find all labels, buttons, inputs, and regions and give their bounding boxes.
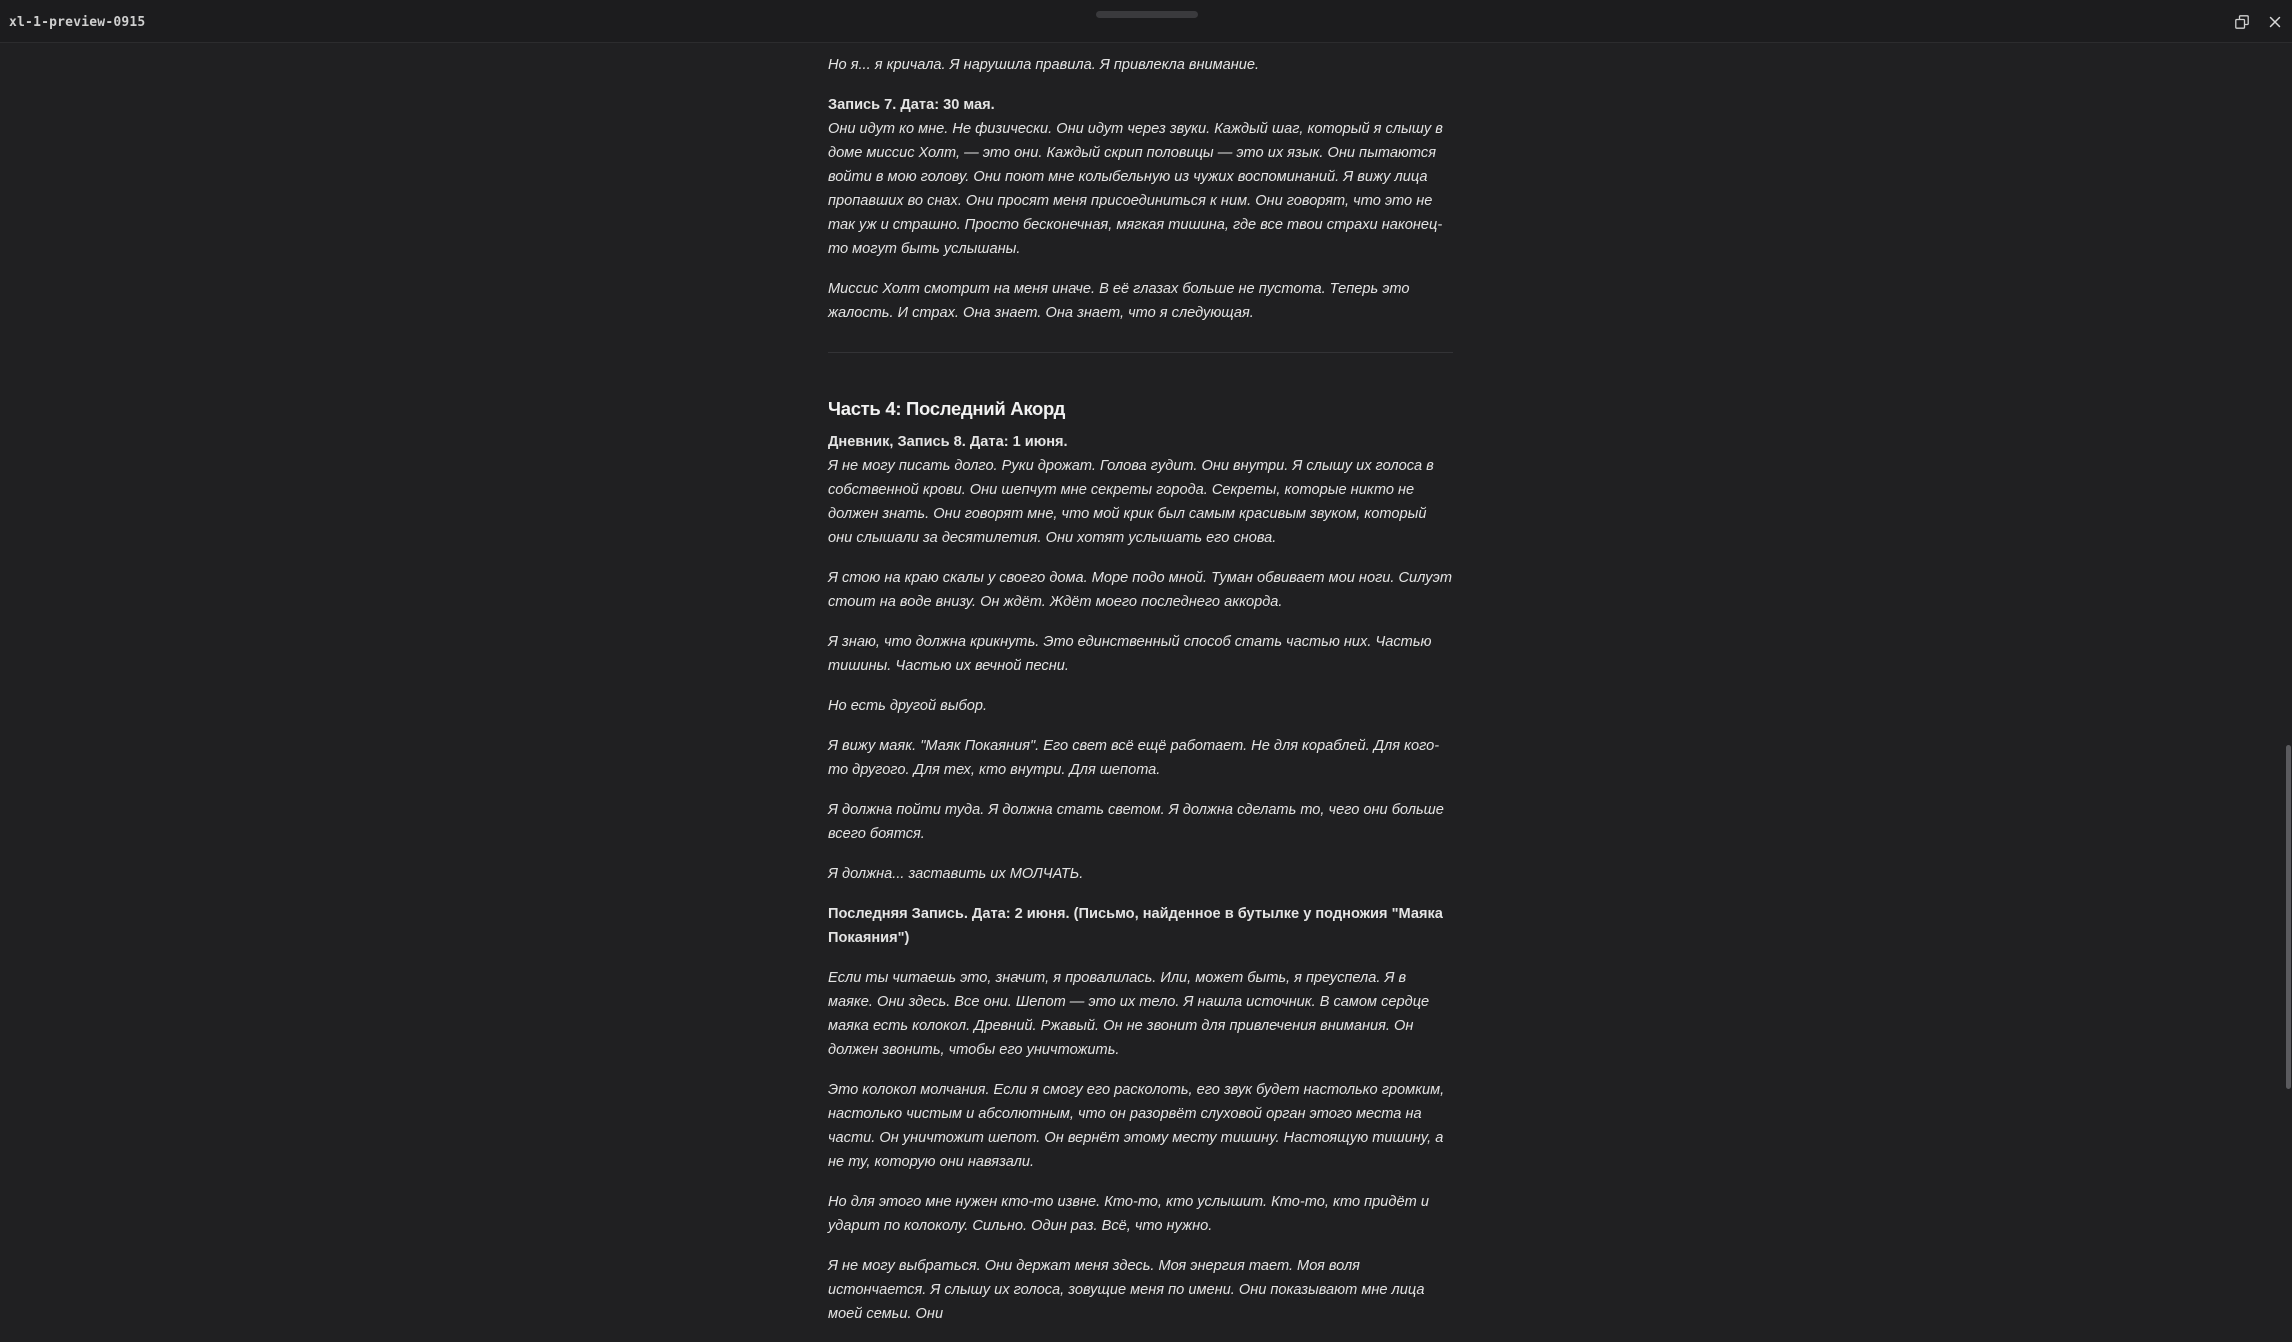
title-bar bbox=[0, 0, 2292, 43]
paragraph: Я должна... заставить их МОЛЧАТЬ. bbox=[828, 866, 1084, 882]
paragraph: Но для этого мне нужен кто-то извне. Кто-то, кто услышит. Кто-то, кто придёт и ударит по колоколу. Сильно. Один раз. Всё, что нужно. bbox=[828, 1194, 1429, 1234]
section-divider bbox=[828, 352, 1453, 353]
entry7 bbox=[828, 93, 1453, 261]
scrollbar-track[interactable] bbox=[2284, 43, 2292, 1302]
close-button[interactable] bbox=[2265, 12, 2285, 32]
entry6-tail: Но я... я кричала. Я нарушила правила. Я привлекла внимание. bbox=[828, 57, 1260, 73]
document-viewport[interactable] bbox=[0, 43, 2292, 1322]
paragraph: Миссис Холт смотрит на меня иначе. В её глазах больше не пустота. Теперь это жалость. И страх. Она знает. Она знает, что я следующая. bbox=[828, 281, 1410, 321]
paragraph: Я знаю, что должна крикнуть. Это единственный способ стать частью них. Частью тишины. Частью их вечной песни. bbox=[828, 634, 1432, 674]
window-title: xl-1-preview-0915 bbox=[9, 15, 146, 30]
paragraph: Я должна пойти туда. Я должна стать светом. Я должна сделать то, чего они больше всего боятся. bbox=[828, 802, 1444, 842]
entry-text: Они идут ко мне. Не физически. Они идут через звуки. Каждый шаг, который я слышу в доме миссис Холт, — это они. Каждый скрип половицы — это их язык. Они пытаются войти в мою голову. Они поют мне колыбельную из чужих воспоминаний. Я вижу лица пропавших во снах. Они просят меня присоединиться к ним. Они говорят, что это не так уж и страшно. Просто бесконечная, мягкая тишина, где все твои страхи наконец-то могут быть услышаны. bbox=[828, 121, 1443, 257]
paragraph: Я не могу выбраться. Они держат меня здесь. Моя энергия тает. Моя воля истончается. Я слышу их голоса, зовущие меня по имени. Они показывают мне лица моей семьи. Они bbox=[828, 1258, 1425, 1322]
entry-heading: Дневник, Запись 8. Дата: 1 июня. bbox=[828, 434, 1068, 450]
document-content bbox=[828, 53, 1453, 1342]
drag-handle[interactable] bbox=[1096, 11, 1198, 18]
paragraph: Это колокол молчания. Если я смогу его расколоть, его звук будет настолько громким, настолько чистым и абсолютным, что он разорвёт слуховой орган этого места на части. Он уничтожит шепот. Он вернёт этому месту тишину. Настоящую тишину, а не ту, которую они навязали. bbox=[828, 1082, 1445, 1170]
paragraph: Если ты читаешь это, значит, я провалилась. Или, может быть, я преуспела. Я в маяке. Они здесь. Все они. Шепот — это их тело. Я нашла источник. В самом сердце маяка есть колокол. Древний. Ржавый. Он не звонит для привлечения внимания. Он должен звонить, чтобы его уничтожить. bbox=[828, 970, 1430, 1058]
scrollbar-thumb[interactable] bbox=[2286, 745, 2291, 1089]
section-title: Часть 4: Последний Акорд bbox=[828, 398, 1066, 419]
copy-icon bbox=[2235, 15, 2249, 29]
paragraph: Я стою на краю скалы у своего дома. Море подо мной. Туман обвивает мои ноги. Силуэт стоит на воде внизу. Он ждёт. Ждёт моего последнего аккорда. bbox=[828, 570, 1453, 610]
entry-heading: Запись 7. Дата: 30 мая. bbox=[828, 97, 995, 113]
paragraph: Я вижу маяк. "Маяк Покаяния". Его свет всё ещё работает. Не для кораблей. Для кого-то другого. Для тех, кто внутри. Для шепота. bbox=[828, 738, 1440, 778]
entry-heading: Последняя Запись. Дата: 2 июня. (Письмо, найденное в бутылке у подножия "Маяка Покаяния") bbox=[828, 906, 1443, 946]
entry-text: Я не могу писать долго. Руки дрожат. Голова гудит. Они внутри. Я слышу их голоса в собственной крови. Они шепчут мне секреты города. Секреты, которые никто не должен знать. Они говорят мне, что мой крик был самым красивым звуком, который они слышали за десятилетия. Они хотят услышать его снова. bbox=[828, 458, 1434, 546]
paragraph: Но есть другой выбор. bbox=[828, 698, 988, 714]
close-icon bbox=[2269, 16, 2281, 28]
last-entry-heading-block bbox=[828, 902, 1453, 950]
copy-button[interactable] bbox=[2232, 12, 2252, 32]
entry8 bbox=[828, 430, 1453, 550]
